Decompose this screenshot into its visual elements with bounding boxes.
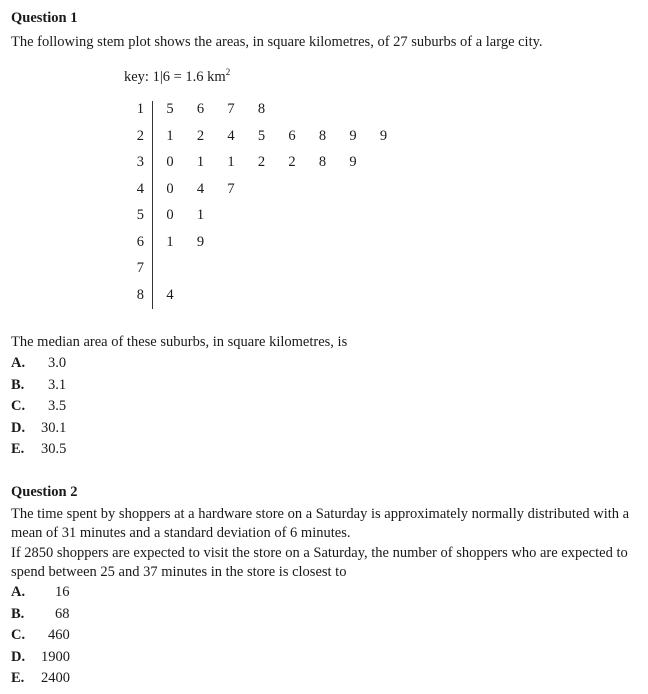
- leaf-value: 8: [318, 154, 327, 170]
- question-2-prompt: If 2850 shoppers are expected to visit the store on a Saturday, the number of shoppers who are expected to spend between 25 and 37 minutes in the store is closest to: [11, 545, 628, 580]
- key-superscript: 2: [225, 67, 231, 77]
- leaf-value: 4: [166, 286, 174, 303]
- stem-plot-key: [124, 67, 230, 86]
- leaf-value: 0: [166, 154, 174, 170]
- leaf-value: 1: [196, 154, 205, 170]
- key-text: key: 1|6 = 1.6 km: [124, 69, 226, 85]
- leaf-value: 1: [166, 127, 174, 144]
- option-letter: A.: [11, 355, 26, 371]
- option-value: 3.0: [48, 355, 67, 371]
- option-letter: B.: [11, 376, 25, 393]
- question-1-intro: The following stem plot shows the areas, in square kilometres, of 27 suburbs of a large city.: [11, 34, 543, 50]
- option-letter: E.: [11, 441, 25, 457]
- leaf-value: 6: [196, 101, 205, 117]
- leaf-value: 7: [227, 180, 235, 197]
- leaf-value: 7: [227, 101, 235, 117]
- leaf-value: 9: [349, 127, 357, 144]
- option-value: 3.5: [48, 398, 67, 414]
- stem-value: 2: [136, 127, 144, 144]
- leaf-value: 2: [257, 154, 266, 170]
- option-letter: D.: [11, 648, 26, 665]
- leaf-value: 0: [166, 207, 174, 223]
- leaf-value: 4: [196, 180, 205, 197]
- leaf-value: 5: [166, 101, 174, 117]
- question-1-prompt: The median area of these suburbs, in square kilometres, is: [11, 334, 348, 350]
- option-letter: B.: [11, 605, 25, 622]
- option-value: 3.1: [48, 376, 67, 393]
- leaf-value: 9: [349, 154, 357, 170]
- option-value: 1900: [41, 648, 70, 665]
- leaf-value: 8: [318, 127, 327, 144]
- option-value: 16: [55, 584, 70, 600]
- option-value: 2400: [41, 670, 70, 686]
- question-1-heading: Question 1: [11, 10, 78, 26]
- stem-value: 6: [136, 233, 144, 250]
- option-letter: C.: [11, 627, 26, 643]
- option-letter: A.: [11, 584, 26, 600]
- option-letter: D.: [11, 419, 26, 436]
- stem-value: 4: [136, 180, 144, 197]
- leaf-value: 8: [257, 101, 266, 117]
- leaf-value: 1: [166, 233, 174, 250]
- leaf-value: 9: [379, 127, 388, 144]
- leaf-value: 9: [196, 233, 205, 250]
- question-2-intro: The time spent by shoppers at a hardware store on a Saturday is approximately normally distributed with a mean of 31 minutes and a standard deviation of 6 minutes.: [11, 506, 630, 541]
- stem-value: 5: [136, 207, 144, 223]
- leaf-value: 1: [196, 207, 205, 223]
- option-letter: C.: [11, 398, 26, 414]
- stem-value: 3: [136, 154, 144, 170]
- stem-value: 8: [136, 286, 144, 303]
- leaf-value: 6: [288, 127, 296, 144]
- stem-value: 7: [136, 260, 144, 276]
- leaf-value: 4: [227, 127, 235, 144]
- leaf-value: 5: [257, 127, 266, 144]
- leaf-value: 0: [166, 180, 174, 197]
- option-value: 460: [48, 627, 70, 643]
- option-letter: E.: [11, 670, 25, 686]
- leaf-value: 2: [196, 127, 205, 144]
- option-value: 30.1: [41, 419, 67, 436]
- stem-value: 1: [136, 101, 144, 117]
- option-value: 30.5: [41, 441, 67, 457]
- leaf-value: 1: [227, 154, 235, 170]
- question-2-heading: Question 2: [11, 484, 78, 500]
- leaf-value: 2: [288, 154, 296, 170]
- option-value: 68: [55, 605, 70, 622]
- stem-plot-divider: [152, 101, 153, 309]
